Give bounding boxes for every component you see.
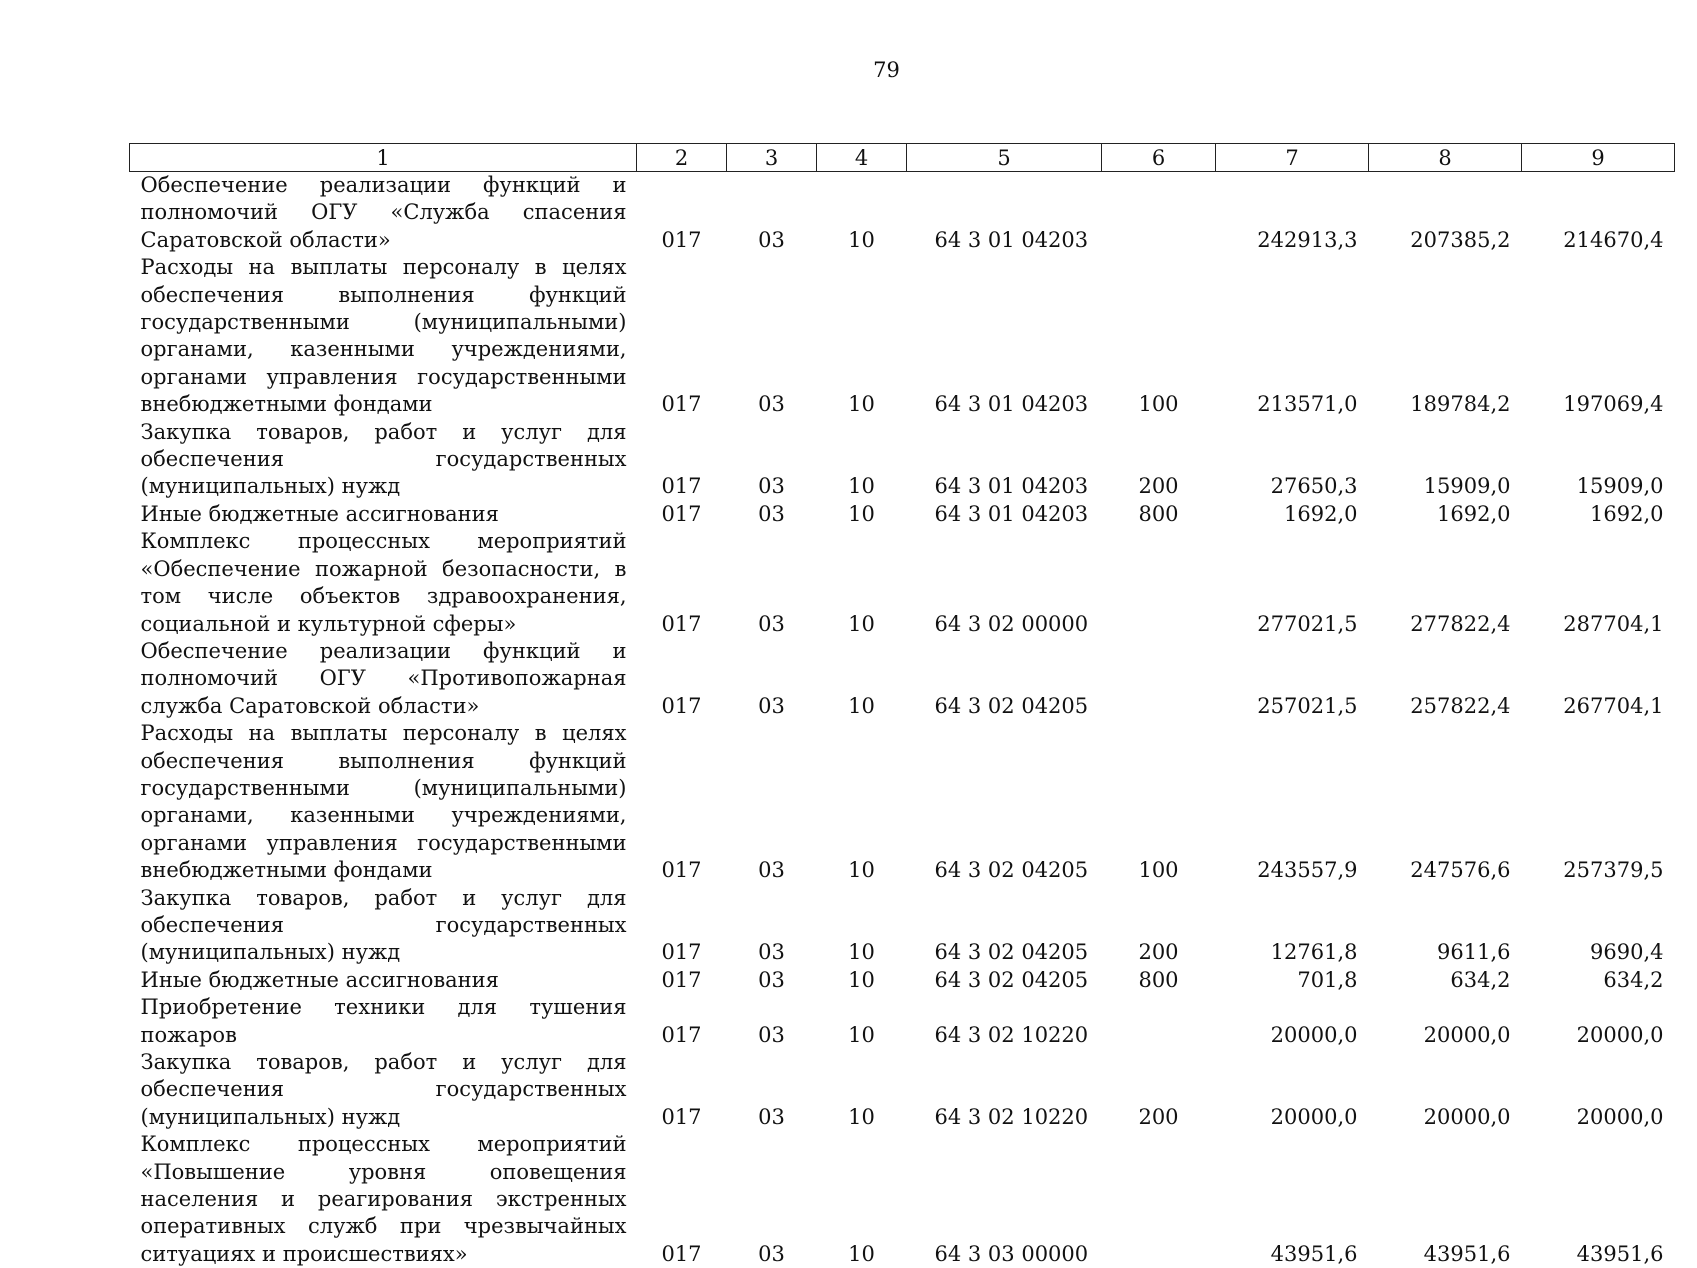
table-row [130,967,1675,994]
column-header-9: 9 [1522,144,1675,172]
row-name: Расходы на выплаты персоналу в целях обеспечения выполнения функций государственными (муниципальными) органами, казенными учреждениями, органами управления государственными внебюджетными фондами [130,720,637,884]
row-name: Комплекс процессных мероприятий «Повышение уровня оповещения населения и реагирования экстренных оперативных служб при чрезвычайных ситуациях и происшествиях» [130,1131,637,1268]
row-section-code: 03 [727,885,817,967]
column-header-6: 6 [1102,144,1216,172]
row-amount-3: 20000,0 [1522,994,1675,1049]
row-name: Обеспечение реализации функций и полномочий ОГУ «Служба спасения Саратовской области» [130,172,637,255]
row-name: Закупка товаров, работ и услуг для обеспечения государственных (муниципальных) нужд [130,419,637,501]
row-amount-3: 9690,4 [1522,885,1675,967]
column-header-3: 3 [727,144,817,172]
row-expense-type [1102,528,1216,638]
row-amount-1: 243557,9 [1216,720,1369,884]
row-subsection-code: 10 [817,419,907,501]
row-section-code: 03 [727,501,817,528]
row-section-code: 03 [727,967,817,994]
row-target-article: 64 3 02 04205 [907,720,1102,884]
row-amount-1: 1692,0 [1216,501,1369,528]
row-name: Расходы на выплаты персоналу в целях обеспечения выполнения функций государственными (муниципальными) органами, казенными учреждениями, органами управления государственными внебюджетными фондами [130,254,637,418]
table-row [130,172,1675,255]
row-name: Закупка товаров, работ и услуг для обеспечения государственных (муниципальных) нужд [130,885,637,967]
row-amount-1: 12761,8 [1216,885,1369,967]
table-body [130,172,1675,1268]
row-amount-2: 43951,6 [1369,1131,1522,1268]
row-section-code: 03 [727,1049,817,1131]
row-name: Закупка товаров, работ и услуг для обеспечения государственных (муниципальных) нужд [130,1049,637,1131]
row-amount-3: 267704,1 [1522,638,1675,720]
row-amount-3: 287704,1 [1522,528,1675,638]
row-amount-1: 277021,5 [1216,528,1369,638]
row-subsection-code: 10 [817,720,907,884]
row-target-article: 64 3 02 10220 [907,1049,1102,1131]
table-row [130,254,1675,418]
row-grbs-code: 017 [637,638,727,720]
row-amount-1: 20000,0 [1216,1049,1369,1131]
row-amount-3: 257379,5 [1522,720,1675,884]
table-row [130,501,1675,528]
row-amount-2: 1692,0 [1369,501,1522,528]
row-target-article: 64 3 01 04203 [907,172,1102,255]
row-target-article: 64 3 02 00000 [907,528,1102,638]
row-grbs-code: 017 [637,720,727,884]
row-amount-1: 20000,0 [1216,994,1369,1049]
row-target-article: 64 3 02 04205 [907,638,1102,720]
table-row [130,885,1675,967]
row-section-code: 03 [727,528,817,638]
row-name: Обеспечение реализации функций и полномочий ОГУ «Противопожарная служба Саратовской области» [130,638,637,720]
row-name: Иные бюджетные ассигнования [130,501,637,528]
row-grbs-code: 017 [637,967,727,994]
row-target-article: 64 3 02 04205 [907,885,1102,967]
table-row [130,638,1675,720]
column-header-7: 7 [1216,144,1369,172]
table-row [130,720,1675,884]
row-amount-3: 197069,4 [1522,254,1675,418]
row-amount-2: 257822,4 [1369,638,1522,720]
row-section-code: 03 [727,419,817,501]
row-amount-2: 20000,0 [1369,1049,1522,1131]
row-grbs-code: 017 [637,1131,727,1268]
row-amount-2: 247576,6 [1369,720,1522,884]
row-amount-1: 43951,6 [1216,1131,1369,1268]
row-subsection-code: 10 [817,254,907,418]
row-amount-2: 189784,2 [1369,254,1522,418]
row-grbs-code: 017 [637,254,727,418]
row-section-code: 03 [727,1131,817,1268]
column-header-4: 4 [817,144,907,172]
table-row [130,1049,1675,1131]
row-amount-1: 701,8 [1216,967,1369,994]
row-name: Комплекс процессных мероприятий «Обеспечение пожарной безопасности, в том числе объектов здравоохранения, социальной и культурной сферы» [130,528,637,638]
row-grbs-code: 017 [637,501,727,528]
column-header-1: 1 [130,144,637,172]
row-expense-type: 800 [1102,967,1216,994]
row-subsection-code: 10 [817,172,907,255]
row-amount-2: 15909,0 [1369,419,1522,501]
row-section-code: 03 [727,172,817,255]
row-grbs-code: 017 [637,885,727,967]
row-subsection-code: 10 [817,1049,907,1131]
row-name: Иные бюджетные ассигнования [130,967,637,994]
row-amount-1: 257021,5 [1216,638,1369,720]
row-subsection-code: 10 [817,528,907,638]
table-header-row [130,144,1675,172]
row-amount-3: 214670,4 [1522,172,1675,255]
row-amount-2: 20000,0 [1369,994,1522,1049]
page-number: 79 [0,58,1697,82]
row-subsection-code: 10 [817,1131,907,1268]
row-expense-type: 100 [1102,720,1216,884]
row-expense-type: 800 [1102,501,1216,528]
row-target-article: 64 3 02 04205 [907,967,1102,994]
row-subsection-code: 10 [817,638,907,720]
row-subsection-code: 10 [817,967,907,994]
row-target-article: 64 3 01 04203 [907,501,1102,528]
row-grbs-code: 017 [637,419,727,501]
row-amount-2: 277822,4 [1369,528,1522,638]
row-expense-type [1102,638,1216,720]
row-amount-2: 634,2 [1369,967,1522,994]
row-section-code: 03 [727,638,817,720]
budget-table [129,143,1675,1268]
row-amount-2: 207385,2 [1369,172,1522,255]
row-subsection-code: 10 [817,994,907,1049]
row-target-article: 64 3 02 10220 [907,994,1102,1049]
row-grbs-code: 017 [637,172,727,255]
row-section-code: 03 [727,254,817,418]
row-subsection-code: 10 [817,885,907,967]
table-row [130,528,1675,638]
row-target-article: 64 3 01 04203 [907,254,1102,418]
table-row [130,419,1675,501]
row-name: Приобретение техники для тушения пожаров [130,994,637,1049]
row-grbs-code: 017 [637,994,727,1049]
row-section-code: 03 [727,720,817,884]
row-subsection-code: 10 [817,501,907,528]
column-header-5: 5 [907,144,1102,172]
row-expense-type: 200 [1102,1049,1216,1131]
row-amount-1: 27650,3 [1216,419,1369,501]
row-target-article: 64 3 03 00000 [907,1131,1102,1268]
row-grbs-code: 017 [637,1049,727,1131]
row-amount-3: 43951,6 [1522,1131,1675,1268]
row-amount-1: 242913,3 [1216,172,1369,255]
row-amount-1: 213571,0 [1216,254,1369,418]
row-amount-2: 9611,6 [1369,885,1522,967]
table-row [130,994,1675,1049]
row-target-article: 64 3 01 04203 [907,419,1102,501]
row-expense-type: 200 [1102,419,1216,501]
column-header-2: 2 [637,144,727,172]
column-header-8: 8 [1369,144,1522,172]
row-amount-3: 15909,0 [1522,419,1675,501]
row-expense-type: 200 [1102,885,1216,967]
row-amount-3: 634,2 [1522,967,1675,994]
row-expense-type [1102,172,1216,255]
row-expense-type: 100 [1102,254,1216,418]
row-expense-type [1102,994,1216,1049]
row-section-code: 03 [727,994,817,1049]
row-grbs-code: 017 [637,528,727,638]
row-amount-3: 1692,0 [1522,501,1675,528]
row-amount-3: 20000,0 [1522,1049,1675,1131]
